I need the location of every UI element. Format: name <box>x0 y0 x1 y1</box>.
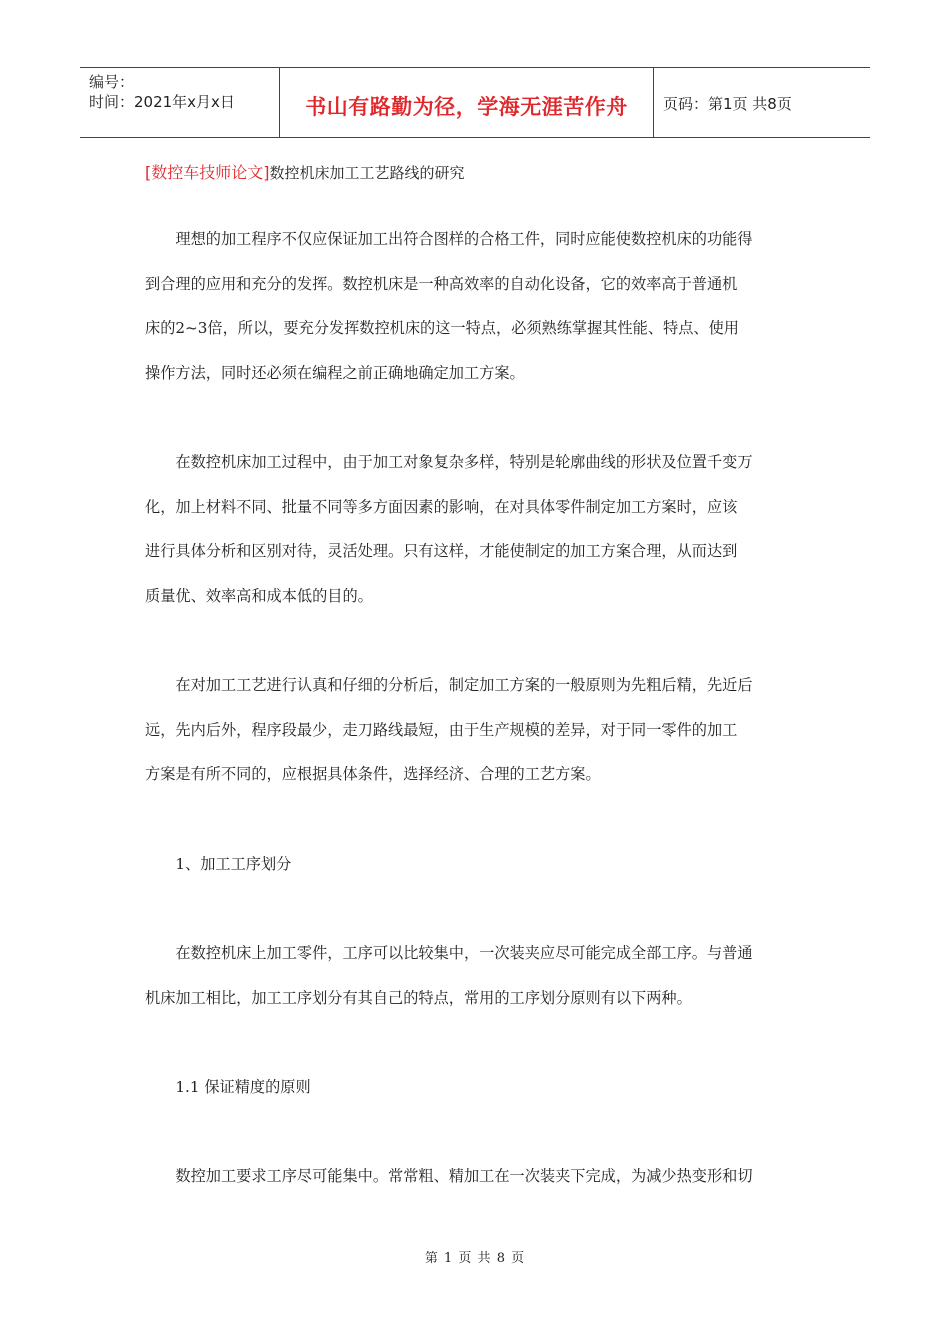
header-motto: 书山有路勤为径，学海无涯苦作舟 <box>280 68 654 137</box>
paragraph-line: 数控加工要求工序尽可能集中。常常粗、精加工在一次装夹下完成，为减少热变形和切 <box>145 1167 753 1185</box>
paragraph-line: 操作方法，同时还必须在编程之前正确地确定加工方案。 <box>145 364 525 382</box>
article-title-text: 数控机床加工工艺路线的研究 <box>269 164 465 182</box>
paragraph-line: 质量优、效率高和成本低的目的。 <box>145 587 373 605</box>
header-meta-cell <box>80 68 280 137</box>
paragraph-line: 理想的加工程序不仅应保证加工出符合图样的合格工件，同时应能使数控机床的功能得 <box>145 230 753 248</box>
paragraph-line: 床的2~3倍，所以，要充分发挥数控机床的这一特点，必须熟练掌握其性能、特点、使用 <box>145 319 739 337</box>
section-heading: 1、加工工序划分 <box>145 855 292 873</box>
header-page-info: 页码：第1页 共8页 <box>663 95 792 113</box>
paragraph-line: 化，加上材料不同、批量不同等多方面因素的影响，在对具体零件制定加工方案时，应该 <box>145 498 738 516</box>
time-label: 时间：2021年x月x日 <box>89 93 235 111</box>
paragraph-line: 在对加工工艺进行认真和仔细的分析后，制定加工方案的一般原则为先粗后精，先近后 <box>145 676 753 694</box>
article-title <box>145 160 465 183</box>
header-table <box>80 67 870 138</box>
paragraph-line: 机床加工相比，加工工序划分有其自己的特点，常用的工序划分原则有以下两种。 <box>145 989 692 1007</box>
paragraph-line: 到合理的应用和充分的发挥。数控机床是一种高效率的自动化设备，它的效率高于普通机 <box>145 275 738 293</box>
paragraph-line: 进行具体分析和区别对待，灵活处理。只有这样，才能使制定的加工方案合理，从而达到 <box>145 542 738 560</box>
subsection-heading: 1.1 保证精度的原则 <box>145 1078 311 1096</box>
paragraph-line: 方案是有所不同的，应根据具体条件，选择经济、合理的工艺方案。 <box>145 765 601 783</box>
code-label: 编号： <box>89 73 135 91</box>
paragraph-line: 在数控机床上加工零件，工序可以比较集中，一次装夹应尽可能完成全部工序。与普通 <box>145 944 753 962</box>
page-footer: 第 1 页 共 8 页 <box>424 1251 526 1266</box>
paragraph-line: 远，先内后外，程序段最少，走刀路线最短，由于生产规模的差异，对于同一零件的加工 <box>145 721 738 739</box>
article-title-tag: [数控车技师论文] <box>145 163 270 182</box>
paragraph-line: 在数控机床加工过程中，由于加工对象复杂多样，特别是轮廓曲线的形状及位置千变万 <box>145 453 753 471</box>
